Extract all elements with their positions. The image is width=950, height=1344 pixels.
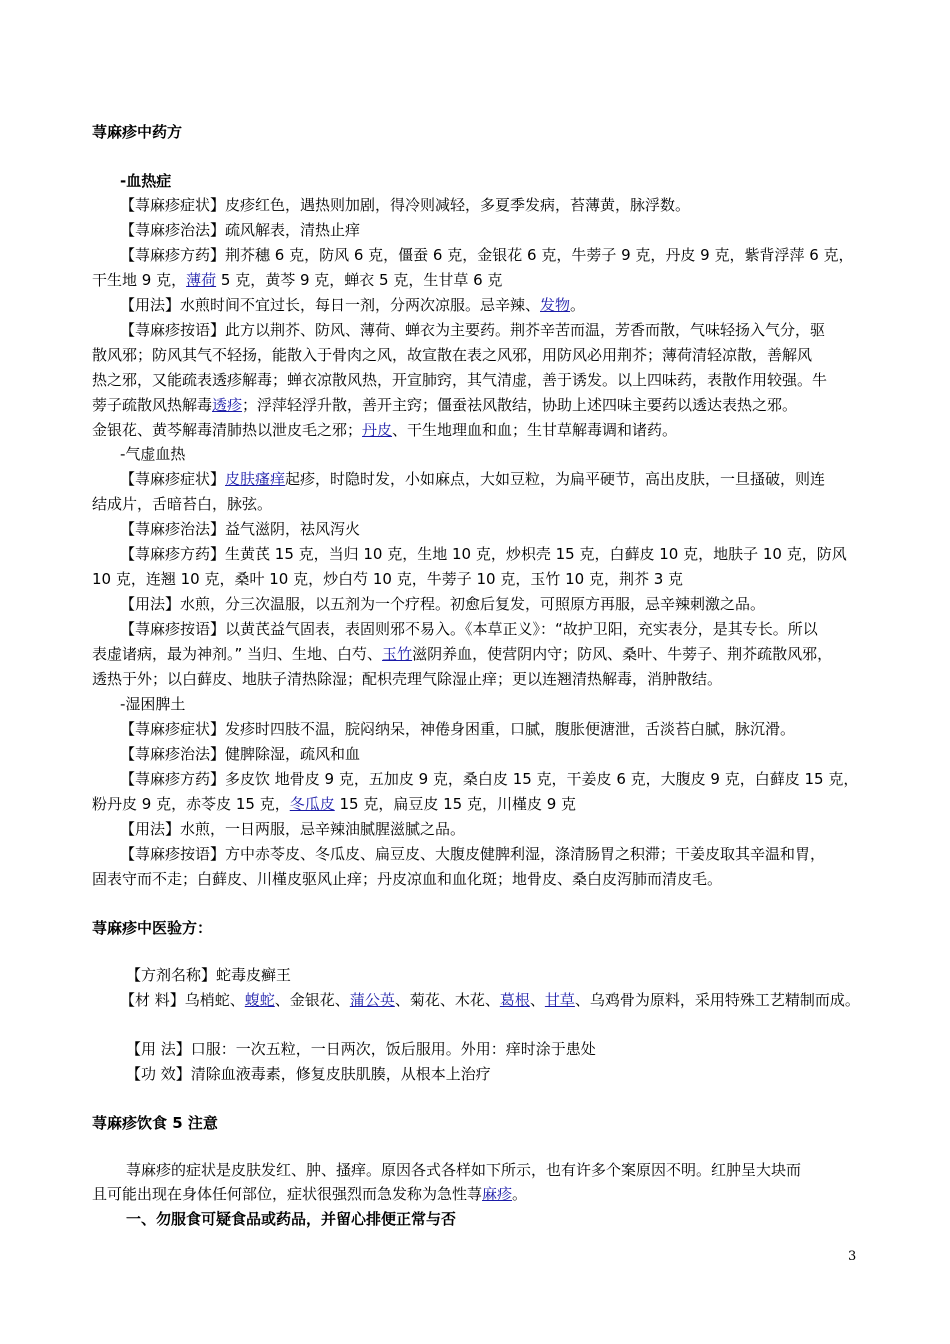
paragraph-line: 固表守而不走；白藓皮、川槿皮驱风止痒；丹皮凉血和血化斑；地骨皮、桑白皮泻肺而清皮毛。 (92, 870, 723, 888)
paragraph-line: 【用法】水煎，分三次温服，以五剂为一个疗程。初愈后复发，可照原方再服，忌辛辣刺激之品。 (120, 595, 766, 613)
herb-link[interactable]: 薄荷 (186, 271, 217, 289)
section-title: 荨麻疹饮食 5 注意 (92, 1114, 218, 1132)
text-span: 15 克，扁豆皮 15 克，川槿皮 9 克 (334, 795, 577, 813)
paragraph-line (92, 1183, 527, 1205)
paragraph-line: 【用法】水煎，一日两服，忌辛辣油腻腥滋腻之品。 (120, 820, 466, 838)
paragraph-line (92, 419, 677, 441)
herb-link[interactable]: 冬瓜皮 (289, 795, 335, 813)
text-span: 、干生地理血和血；生甘草解毒调和诸药。 (392, 421, 678, 439)
paragraph-line: 【方剂名称】蛇毒皮癣王 (126, 966, 292, 984)
paragraph-line: 散风邪；防风其气不轻扬，能散入于骨肉之风，故宣散在表之风邪，用防风必用荆芥；薄荷清轻凉散，善解风 (92, 346, 813, 364)
term-link[interactable]: 麻疹 (482, 1185, 513, 1203)
text-span: 蒡子疏散风热解毒 (92, 396, 213, 414)
paragraph-line (120, 294, 585, 316)
text-span: 、乌鸡骨为原料，采用特殊工艺精制而成。 (574, 991, 860, 1009)
text-span: 【用法】水煎时间不宜过长，每日一剂，分两次凉服。忌辛辣、 (120, 296, 541, 314)
text-span: 【材 料】乌梢蛇、 (120, 991, 245, 1009)
text-span: ；浮萍轻浮升散，善开主窍；僵蚕祛风散结，协助上述四味主要药以透达表热之邪。 (242, 396, 798, 414)
text-span: 、 (529, 991, 545, 1009)
subsection-heading: -血热症 (120, 172, 172, 190)
paragraph-line: 【荨麻疹方药】荆芥穗 6 克，防风 6 克，僵蚕 6 克，金银花 6 克，牛蒡子 9 克，丹皮 9 克，紫背浮萍 6 克， (120, 246, 854, 264)
paragraph-line: 荨麻疹的症状是皮肤发红、肿、搔痒。原因各式各样如下所示，也有许多个案原因不明。红肿呈大块而 (126, 1161, 802, 1179)
herb-link[interactable]: 蝮蛇 (244, 991, 275, 1009)
text-span: 表虚诸病，最为神剂。” 当归、生地、白芍、 (92, 645, 383, 663)
paragraph-line: 【荨麻疹按语】方中赤苓皮、冬瓜皮、扁豆皮、大腹皮健脾利湿，涤清肠胃之积滞；干姜皮取其辛温和胃， (120, 845, 826, 863)
subheading: 一、勿服食可疑食品或药品，并留心排便正常与否 (126, 1210, 457, 1228)
section-title: 荨麻疹中药方 (92, 123, 183, 141)
text-span: 干生地 9 克， (92, 271, 187, 289)
herb-link[interactable]: 丹皮 (362, 421, 393, 439)
subsection-heading: -气虚血热 (120, 445, 186, 463)
paragraph-line: 【用 法】口服：一次五粒，一日两次，饭后服用。外用：痒时涂于患处 (126, 1040, 596, 1058)
paragraph-line: 【荨麻疹治法】健脾除湿，疏风和血 (120, 745, 361, 763)
paragraph-line: 热之邪，又能疏表透疹解毒；蝉衣凉散风热，开宣肺窍，其气清虚，善于诱发。以上四味药，表散作用较强。牛 (92, 371, 828, 389)
paragraph-line (92, 394, 797, 416)
text-span: 5 克，黄芩 9 克，蝉衣 5 克，生甘草 6 克 (216, 271, 503, 289)
page-number: 3 (848, 1249, 857, 1264)
text-span: 【荨麻疹症状】 (120, 470, 226, 488)
paragraph-line: 【荨麻疹方药】生黄芪 15 克，当归 10 克，生地 10 克，炒枳壳 15 克，白藓皮 10 克，地肤子 10 克，防风 (120, 545, 847, 563)
paragraph-line: 【荨麻疹方药】多皮饮 地骨皮 9 克，五加皮 9 克，桑白皮 15 克，干姜皮 6 克，大腹皮 9 克，白藓皮 15 克， (120, 770, 859, 788)
paragraph-line (92, 269, 502, 291)
paragraph-line (92, 643, 832, 665)
text-span: 。 (512, 1185, 528, 1203)
paragraph-line: 【荨麻疹按语】以黄芪益气固表，表固则邪不易入。《本草正义》：“故护卫阳，充实表分，是其专长。所以 (120, 620, 818, 638)
text-span: 、金银花、 (274, 991, 350, 1009)
paragraph-line: 【功 效】清除血液毒素，修复皮肤肌腠，从根本上治疗 (126, 1065, 491, 1083)
text-span: 粉丹皮 9 克，赤苓皮 15 克， (92, 795, 290, 813)
term-link[interactable]: 发物 (540, 296, 571, 314)
paragraph-line: 10 克，连翘 10 克，桑叶 10 克，炒白芍 10 克，牛蒡子 10 克，玉竹 10 克，荆芥 3 克 (92, 570, 684, 588)
paragraph-line: 【荨麻疹症状】发疹时四肢不温，脘闷纳呆，神倦身困重，口腻，腹胀便溏泄，舌淡苔白腻，脉沉滑。 (120, 720, 796, 738)
herb-link[interactable]: 甘草 (544, 991, 575, 1009)
term-link[interactable]: 透疹 (212, 396, 243, 414)
text-span: 且可能出现在身体任何部位，症状很强烈而急发称为急性荨 (92, 1185, 483, 1203)
paragraph-line: 透热于外；以白藓皮、地肤子清热除湿；配枳壳理气除湿止痒；更以连翘清热解毒，消肿散结。 (92, 670, 723, 688)
text-span: 起疹，时隐时发，小如麻点，大如豆粒，为扁平硬节，高出皮肤，一旦搔破，则连 (285, 470, 826, 488)
subsection-heading: -湿困脾土 (120, 695, 186, 713)
paragraph-line: 【荨麻疹治法】益气滋阴，祛风泻火 (120, 520, 361, 538)
text-span: 金银花、黄芩解毒清肺热以泄皮毛之邪； (92, 421, 363, 439)
paragraph-line (120, 468, 825, 490)
text-span: 。 (570, 296, 586, 314)
herb-link[interactable]: 葛根 (499, 991, 530, 1009)
herb-link[interactable]: 玉竹 (382, 645, 413, 663)
paragraph-line: 【荨麻疹治法】疏风解表，清热止痒 (120, 221, 361, 239)
term-link[interactable]: 皮肤瘙痒 (225, 470, 286, 488)
paragraph-line: 结成片，舌暗苔白，脉弦。 (92, 495, 273, 513)
paragraph-line: 【荨麻疹按语】此方以荆芥、防风、薄荷、蝉衣为主要药。荆芥辛苦而温，芳香而散，气味轻扬入气分，驱 (120, 321, 826, 339)
text-span: 、菊花、木花、 (394, 991, 500, 1009)
paragraph-line: 【荨麻疹症状】皮疹红色，遇热则加剧，得冷则减轻，多夏季发病，苔薄黄，脉浮数。 (120, 196, 691, 214)
paragraph-line (92, 793, 576, 815)
paragraph-line (120, 989, 860, 1011)
herb-link[interactable]: 蒲公英 (349, 991, 395, 1009)
section-title: 荨麻疹中医验方： (92, 919, 213, 937)
text-span: 滋阴养血，使营阴内守；防风、桑叶、牛蒡子、荆芥疏散风邪， (412, 645, 833, 663)
